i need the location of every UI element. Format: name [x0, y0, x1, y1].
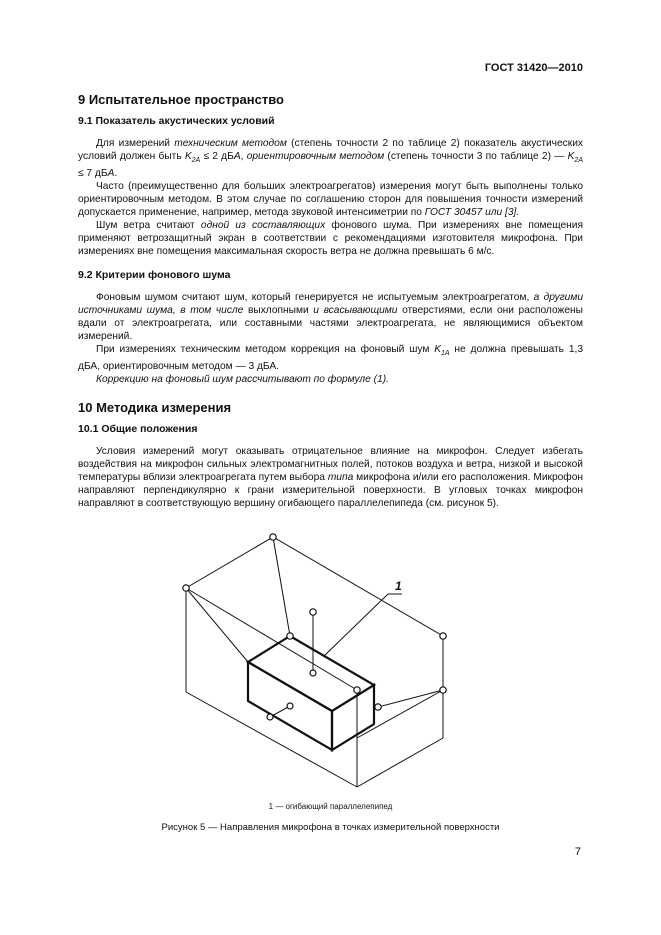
paragraph-9-1-a: Для измерений техническим методом (степень точности 2 по таблице 2) показатель акустических условий должен быть $K_{2A} \le 2$ дБА, ориентировочным методом (степень точности 3 по таблице 2) — $K_{2A} \le 7$ дБА. — [78, 138, 583, 180]
page-number: 7 — [574, 846, 581, 858]
paragraph-9-2-c: Коррекцию на фоновый шум рассчитывают по формуле (1). — [96, 374, 389, 386]
section-9-1-title: 9.1 Показатель акустических условий — [78, 115, 275, 127]
measurement-point — [270, 534, 276, 540]
measurement-point — [310, 670, 316, 676]
measurement-point — [287, 633, 293, 639]
measurement-point — [310, 609, 316, 615]
paragraph-10-1-a: Условия измерений могут оказывать отрицательное влияние на микрофон. Следует избегать воздействия на микрофон сильных электромагнитных полей, потоков воздуха и ветра, низкой и высокой температуры вблизи электроагрегата путем выбора типа микрофона и/или его расположения. Микрофон направляют перпендикулярно к грани измерительной поверхности. В угловых точках микрофон направляют в соответствующую вершину огибающего параллелепипеда (см. рисунок 5). — [78, 446, 583, 510]
section-9-title: 9 Испытательное пространство — [78, 92, 284, 107]
figure-5 — [150, 525, 470, 790]
figure-legend: 1 — огибающий параллелепипед — [268, 802, 393, 811]
microphone-direction-lines — [186, 537, 443, 717]
microphone-directions-diagram — [150, 525, 470, 790]
callout-label: 1 — [395, 579, 402, 593]
measurement-point — [440, 687, 446, 693]
measurement-point — [354, 687, 360, 693]
envelope-parallelepiped — [186, 537, 443, 787]
measurement-point — [375, 704, 381, 710]
measurement-point — [267, 714, 273, 720]
standard-id: ГОСТ 31420—2010 — [484, 62, 583, 74]
paragraph-9-1-b: Часто (преимущественно для больших электроагрегатов) измерения могут быть выполнены только ориентировочным методом. В этом случае по соглашению сторон для повышения точности измерений допускается применение, например, метода звуковой интенсиметрии по ГОСТ 30457 или [3]. — [78, 181, 583, 219]
section-10-title: 10 Методика измерения — [78, 400, 232, 416]
paragraph-9-1-c: Шум ветра считают одной из составляющих фонового шума. При измерениях вне помещения применяют ветрозащитный экран в соответствии с рекомендациями изготовителя микрофона. При измерениях вне помещения максимальная скорость ветра не должна превышать 6 м/с. — [78, 220, 583, 258]
figure-caption: Рисунок 5 — Направления микрофона в точках измерительной поверхности — [161, 822, 500, 833]
paragraph-9-2-a: Фоновым шумом считают шум, который генерируется не испытуемым электроагрегатом, а другими источниками шума, в том числе выхлопными и всасывающими отверстиями, если они расположены вдали от электроагрегата, или составными частями электроагрегата, не являющимися объектом измерений. — [78, 292, 583, 343]
measurement-point — [287, 703, 293, 709]
section-9-2-title: 9.2 Критерии фонового шума — [78, 269, 231, 282]
paragraph-9-2-b: При измерениях техническим методом коррекция на фоновый шум $K_{1A}$ не должна превышать 1,3 дБА, ориентировочным методом — 3 дБА. — [78, 344, 583, 373]
document-body — [78, 92, 583, 510]
measurement-point — [183, 585, 189, 591]
section-10-1-title: 10.1 Общие положения — [78, 423, 198, 436]
measurement-point — [440, 633, 446, 639]
